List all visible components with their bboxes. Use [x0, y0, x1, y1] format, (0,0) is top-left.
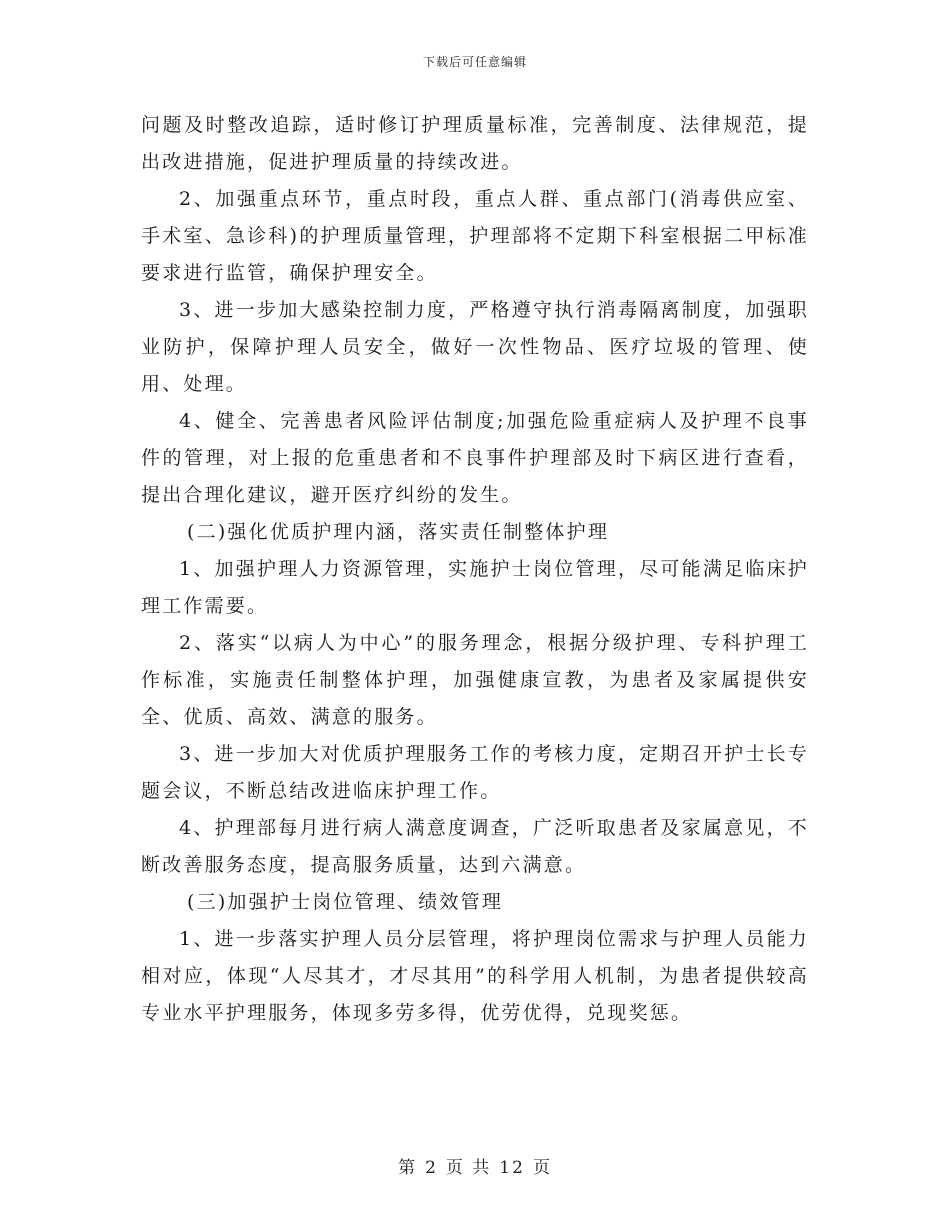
section-heading-3: (三)加强护士岗位管理、绩效管理	[187, 891, 504, 913]
paragraph-item-4: 4、健全、完善患者风险评估制度;加强危险重症病人及护理不良事件的管理，对上报的危重患者和不良事件护理部及时下病区进行查看，提出合理化建议，避开医疗纠纷的发生。	[141, 410, 809, 506]
paragraph-item-3: 3、进一步加大感染控制力度，严格遵守执行消毒隔离制度，加强职业防护，保障护理人员安全，做好一次性物品、医疗垃圾的管理、使用、处理。	[141, 299, 809, 395]
paragraph-continuation: 问题及时整改追踪，适时修订护理质量标准，完善制度、法律规范，提出改进措施，促进护理质量的持续改进。	[141, 114, 809, 173]
footer-page-number: 2	[425, 1158, 438, 1178]
section-heading-2: (二)强化优质护理内涵，落实责任制整体护理	[187, 521, 610, 543]
page-header: 下载后可任意编辑	[422, 55, 527, 69]
page-footer	[0, 1153, 950, 1178]
paragraph-item-2: 2、加强重点环节，重点时段，重点人群、重点部门(消毒供应室、手术室、急诊科)的护理质量管理，护理部将不定期下科室根据二甲标准要求进行监管，确保护理安全。	[141, 188, 809, 284]
document-body	[141, 107, 809, 1032]
footer-middle: 页 共	[445, 1158, 492, 1178]
footer-suffix: 页	[532, 1158, 552, 1178]
footer-total-pages: 12	[499, 1158, 525, 1178]
paragraph-item-2-3: 3、进一步加大对优质护理服务工作的考核力度，定期召开护士长专题会议，不断总结改进临床护理工作。	[141, 743, 809, 802]
paragraph-item-2-2: 2、落实“以病人为中心”的服务理念，根据分级护理、专科护理工作标准，实施责任制整体护理，加强健康宣教，为患者及家属提供安全、优质、高效、满意的服务。	[141, 632, 809, 728]
paragraph-item-2-1: 1、加强护理人力资源管理，实施护士岗位管理，尽可能满足临床护理工作需要。	[141, 558, 809, 617]
footer-prefix: 第	[398, 1158, 418, 1178]
paragraph-item-3-1: 1、进一步落实护理人员分层管理，将护理岗位需求与护理人员能力相对应，体现“人尽其才，才尽其用”的科学用人机制，为患者提供较高专业水平护理服务，体现多劳多得，优劳优得，兑现奖惩。	[141, 928, 809, 1024]
paragraph-item-2-4: 4、护理部每月进行病人满意度调查，广泛听取患者及家属意见，不断改善服务态度，提高服务质量，达到六满意。	[141, 817, 809, 876]
